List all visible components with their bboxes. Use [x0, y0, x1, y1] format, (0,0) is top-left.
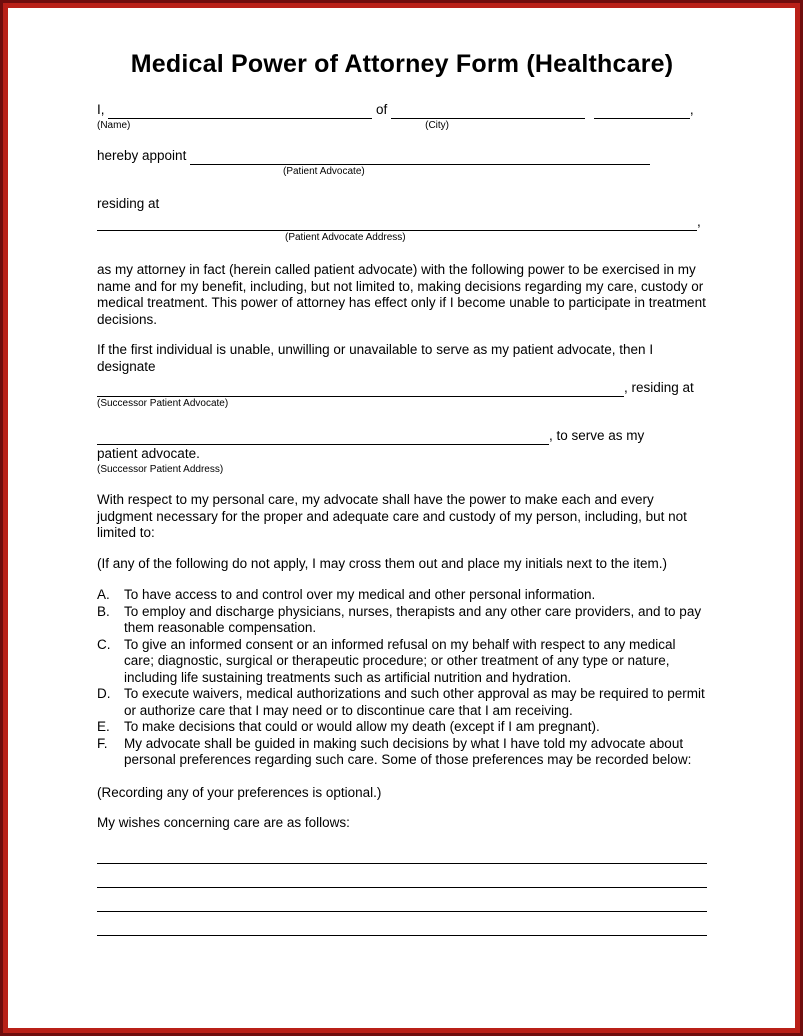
- cross-out-note: (If any of the following do not apply, I may cross them out and place my initials next to the item.): [97, 555, 668, 571]
- wishes-line-2[interactable]: [97, 864, 707, 888]
- extra-field-line[interactable]: [594, 104, 690, 119]
- personal-care-paragraph: With respect to my personal care, my advocate shall have the power to make each and every judgment necessary for the proper and adequate care and custody of my person, including, but not limited to:: [97, 492, 687, 540]
- successor-address-caption-row: [97, 464, 707, 476]
- successor-advocate-field-line[interactable]: [97, 382, 624, 397]
- patient-advocate-text: patient advocate.: [97, 446, 200, 461]
- list-item: [97, 719, 707, 736]
- declarant-captions: [97, 120, 707, 132]
- city-caption: (City): [425, 120, 450, 131]
- hereby-appoint-label: hereby appoint: [97, 148, 187, 163]
- list-item: [97, 637, 707, 687]
- wishes-line-1[interactable]: [97, 840, 707, 864]
- advocate-address-line: [97, 213, 707, 231]
- successor-address-caption: (Successor Patient Address): [97, 464, 224, 475]
- wishes-label: My wishes concerning care are as follows:: [97, 815, 350, 830]
- successor-intro-paragraph: If the first individual is unable, unwilling or unavailable to serve as my patient advocate, then I designate: [97, 342, 654, 374]
- address-caption-row: [97, 232, 707, 244]
- patient-advocate-field-line[interactable]: [190, 150, 650, 165]
- residing-at-label-line: [97, 195, 707, 213]
- comma: ,: [689, 102, 694, 117]
- list-item: [97, 587, 707, 604]
- patient-advocate-text-line: [97, 445, 707, 463]
- wishes-line-3[interactable]: [97, 888, 707, 912]
- serve-as-suffix: , to serve as my: [549, 428, 645, 443]
- name-caption: (Name): [97, 120, 131, 131]
- wishes-write-area: [97, 840, 707, 936]
- document-frame: [3, 3, 800, 1033]
- wishes-line-4[interactable]: [97, 912, 707, 936]
- list-item-letter: D.: [97, 686, 111, 701]
- successor-address-line: [97, 427, 707, 445]
- list-item-text: To execute waivers, medical authorizations and such other approval as may be required to permit or authorize care that I may need or to discontinue care that I am receiving.: [124, 686, 705, 718]
- of-label: of: [376, 102, 388, 117]
- list-item-text: To employ and discharge physicians, nurses, therapists and any other care providers, and to pay them reasonable compensation.: [124, 603, 702, 635]
- comma-2: ,: [697, 214, 701, 229]
- attorney-in-fact-paragraph: as my attorney in fact (herein called patient advocate) with the following power to be exercised in my name and for my benefit, including, but not limited to, making decisions regarding my care, custody or medical treatment. This power of attorney has effect only if I become unable to participate in treatment decisions.: [97, 262, 706, 327]
- list-item: [97, 736, 707, 769]
- list-item-text: To have access to and control over my medical and other personal information.: [124, 587, 596, 602]
- i-label: I,: [97, 102, 105, 117]
- successor-advocate-line: [97, 379, 707, 397]
- patient-advocate-address-field-line[interactable]: [97, 216, 697, 231]
- recording-note: (Recording any of your preferences is optional.): [97, 784, 382, 800]
- list-item-letter: C.: [97, 636, 111, 652]
- patient-advocate-caption: (Patient Advocate): [283, 166, 365, 177]
- list-item: [97, 686, 707, 719]
- appoint-line: [97, 147, 707, 165]
- list-item-letter: A.: [97, 587, 110, 602]
- successor-advocate-caption-row: [97, 398, 707, 410]
- list-item-text: To give an informed consent or an informed refusal on my behalf with respect to any medical care; diagnostic, surgical or therapeutic procedure; or other treatment of any type or nature, including life sustaining treatments such as artificial nutrition and hydration.: [124, 636, 676, 685]
- name-field-line[interactable]: [108, 104, 372, 119]
- list-item-letter: B.: [97, 603, 110, 619]
- city-field-line[interactable]: [391, 104, 585, 119]
- list-item-text: My advocate shall be guided in making such decisions by what I have told my advocate about personal preferences regarding such care. Some of those preferences may be recorded below:: [124, 735, 692, 767]
- list-item-text: To make decisions that could or would allow my death (except if I am pregnant).: [124, 719, 600, 734]
- list-item-letter: F.: [97, 735, 108, 751]
- successor-advocate-caption: (Successor Patient Advocate): [97, 398, 229, 409]
- declarant-line: [97, 101, 707, 119]
- residing-at-label: residing at: [97, 196, 160, 211]
- powers-list: [97, 587, 707, 769]
- list-item: [97, 604, 707, 637]
- page-title: Medical Power of Attorney Form (Healthcare): [130, 50, 674, 78]
- patient-advocate-address-caption: (Patient Advocate Address): [285, 232, 406, 243]
- appoint-caption-row: [97, 166, 707, 178]
- successor-address-field-line[interactable]: [97, 430, 549, 445]
- list-item-letter: E.: [97, 719, 110, 734]
- residing-at-suffix: , residing at: [624, 380, 694, 395]
